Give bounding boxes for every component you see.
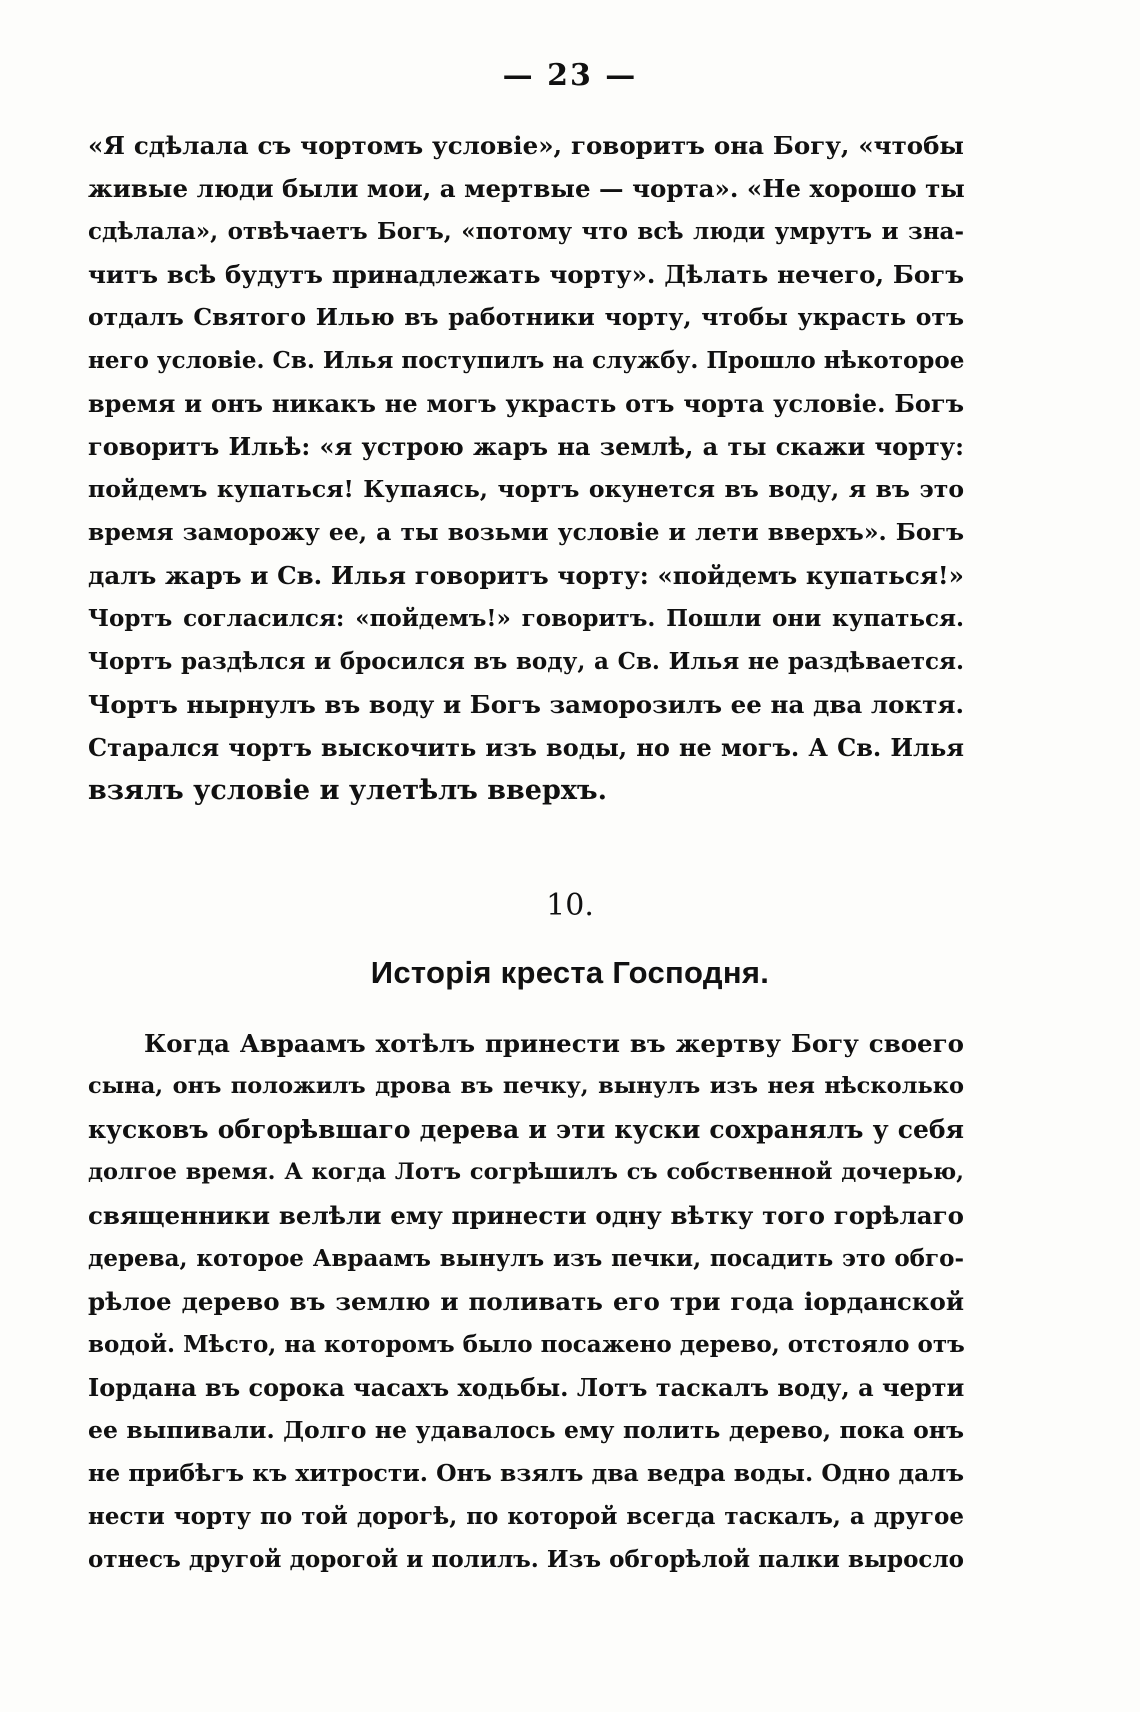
text-line: рѣлое дерево въ землю и поливать его три года іорданской [88, 1287, 964, 1316]
text-line: далъ жаръ и Св. Илья говоритъ чорту: «пойдемъ купаться!» [88, 561, 964, 590]
text-line: пойдемъ купаться! Купаясь, чортъ окунется въ воду, я въ это [88, 475, 964, 503]
text-line: отдалъ Святого Илью въ работники чорту, чтобы украсть отъ [88, 303, 964, 331]
text-line: говоритъ Ильѣ: «я устрою жаръ на землѣ, а ты скажи чорту: [88, 432, 964, 461]
text-line: кусковъ обгорѣвшаго дерева и эти куски сохранялъ у себя [88, 1115, 964, 1144]
text-line: ее выпивали. Долго не удавалось ему полить дерево, пока онъ [88, 1416, 964, 1444]
text-line: отнесъ другой дорогой и полилъ. Изъ обгорѣлой палки выросло [88, 1546, 964, 1573]
text-line: Старался чортъ выскочить изъ воды, но не могъ. А Св. Илья [88, 733, 964, 762]
text-line: Іордана въ сорока часахъ ходьбы. Лотъ таскалъ воду, а черти [88, 1373, 965, 1402]
paragraph-elijah-story [88, 124, 964, 812]
text-line: не прибѣгъ къ хитрости. Онъ взялъ два ведра воды. Одно далъ [88, 1459, 964, 1487]
text-line: дерева, которое Авраамъ вынулъ изъ печки, посадить это обго- [88, 1245, 964, 1272]
text-line: Чортъ нырнулъ въ воду и Богъ заморозилъ ее на два локтя. [88, 690, 964, 719]
text-line: Чортъ раздѣлся и бросился въ воду, а Св. Илья не раздѣвается. [88, 648, 964, 675]
text-line: Чортъ согласился: «пойдемъ!» говоритъ. Пошли они купаться. [88, 605, 964, 632]
text-line: Когда Авраамъ хотѣлъ принести въ жертву Богу своего [144, 1029, 964, 1058]
text-line: сына, онъ положилъ дрова въ печку, вынулъ изъ нея нѣсколько [88, 1073, 964, 1099]
text-line: долгое время. А когда Лотъ согрѣшилъ съ собственной дочерью, [88, 1159, 964, 1185]
text-line: сдѣлала», отвѣчаетъ Богъ, «потому что всѣ люди умрутъ и зна- [88, 218, 964, 245]
text-line: нести чорту по той дорогѣ, по которой всегда таскалъ, а другое [88, 1503, 964, 1530]
section-number: 10. [546, 888, 594, 923]
text-line: водой. Мѣсто, на которомъ было посажено дерево, отстояло отъ [88, 1331, 965, 1358]
text-line: него условіе. Св. Илья поступилъ на службу. Прошло нѣкоторое [88, 347, 965, 374]
text-line: время и онъ никакъ не могъ украсть отъ чорта условіе. Богъ [88, 389, 964, 418]
text-line: живые люди были мои, а мертвые — чорта». «Не хорошо ты [88, 174, 965, 203]
text-line: читъ всѣ будутъ принадлежать чорту». Дѣлать нечего, Богъ [88, 260, 964, 289]
page-number: — 23 — [502, 58, 638, 93]
text-line: взялъ условіе и улетѣлъ вверхъ. [88, 775, 608, 806]
text-line: время заморожу ее, а ты возьми условіе и лети вверхъ». Богъ [88, 518, 964, 546]
text-line: «Я сдѣлала съ чортомъ условіе», говоритъ она Богу, «чтобы [88, 131, 964, 160]
section-title: Исторія креста Господня. [370, 955, 770, 990]
text-line: священники велѣли ему принести одну вѣтку того горѣлаго [88, 1201, 964, 1230]
paragraph-cross-history [88, 1022, 964, 1581]
